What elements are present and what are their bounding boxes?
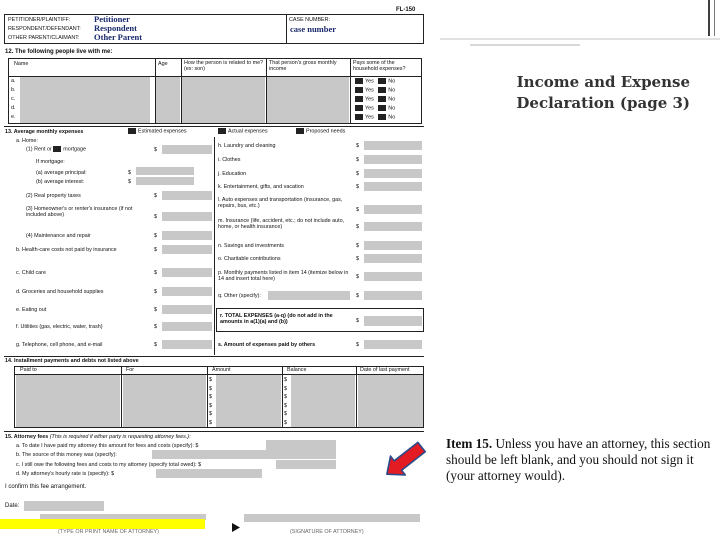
- paid-to-field[interactable]: [16, 375, 120, 427]
- item12-name-field[interactable]: [20, 77, 150, 123]
- other-field[interactable]: [364, 291, 422, 300]
- for-field[interactable]: [123, 375, 206, 427]
- checkbox-icon[interactable]: [378, 114, 386, 120]
- telephone-label: g. Telephone, cell phone, and e-mail: [16, 342, 103, 348]
- dollar-sign: $: [154, 233, 157, 239]
- dollar-sign: $: [356, 184, 359, 190]
- total-label: r. TOTAL EXPENSES (a-q) (do not add in the amounts in a(1)(a) and (b)): [220, 313, 333, 326]
- item14-col-divider: [356, 366, 357, 428]
- slide-header-rule-short: [470, 44, 580, 46]
- yes-no-row[interactable]: [355, 78, 395, 85]
- education-label: j. Education: [218, 171, 247, 177]
- col-name: Name: [14, 61, 29, 67]
- checkbox-icon[interactable]: [355, 105, 363, 111]
- hourly-rate-field[interactable]: [156, 469, 262, 478]
- slide-title-line2: Declaration (page 3): [516, 94, 690, 112]
- dollar-sign: $: [209, 385, 212, 392]
- col-relation: How the person is related to me? (ex: son): [184, 60, 264, 73]
- dollar-sign: $: [284, 377, 287, 383]
- groceries-label: d. Groceries and household supplies: [16, 289, 104, 295]
- dollar-sign: $: [209, 377, 212, 383]
- item13-divider: [214, 137, 215, 355]
- laundry-field[interactable]: [364, 141, 422, 150]
- maintenance-label: (4) Maintenance and repair: [26, 233, 91, 239]
- dollar-sign: $: [356, 342, 359, 348]
- dollar-sign: $: [356, 293, 359, 299]
- yes-label: Yes: [365, 105, 374, 112]
- fees-owed-field[interactable]: [276, 460, 336, 469]
- slide-corner-bar: [708, 0, 710, 36]
- item15-line-b: b. The source of this money was (specify):: [16, 452, 117, 458]
- checkbox-icon[interactable]: [296, 128, 304, 134]
- dollar-sign: $: [128, 170, 131, 176]
- item15-title-row: [5, 434, 191, 440]
- auto-label: l. Auto expenses and transportation (insurance, gas, repairs, bus, etc.): [218, 197, 343, 210]
- property-taxes-field[interactable]: [162, 191, 212, 200]
- proposed-option[interactable]: [296, 128, 345, 135]
- dollar-sign: $: [356, 274, 359, 280]
- item12-col-divider: [350, 58, 351, 124]
- dollar-sign: $: [209, 419, 212, 426]
- checkbox-icon[interactable]: [378, 105, 386, 111]
- attorney-signature-field[interactable]: [244, 514, 420, 522]
- yes-no-row[interactable]: [355, 105, 395, 112]
- rent-mortgage-row: [26, 146, 86, 153]
- insurance-label: m. Insurance (life, accident, etc.; do not include auto, home, or health insurance): [218, 218, 345, 231]
- child-care-label: c. Child care: [16, 270, 46, 276]
- avg-principal-label: (a) average principal:: [36, 170, 87, 176]
- no-label: No: [388, 78, 396, 85]
- dollar-sign: $: [128, 179, 131, 185]
- paid-by-others-field[interactable]: [364, 340, 422, 349]
- dollar-sign: $: [154, 214, 157, 220]
- yes-label: Yes: [365, 87, 374, 94]
- dollar-sign: $: [154, 193, 157, 199]
- checkbox-icon[interactable]: [218, 128, 226, 134]
- last-payment-field[interactable]: [358, 375, 423, 427]
- rent-label: (1) Rent or: [26, 146, 52, 153]
- no-label: No: [388, 87, 396, 94]
- education-field[interactable]: [364, 169, 422, 178]
- petitioner-value[interactable]: Petitioner: [94, 14, 130, 24]
- maintenance-field[interactable]: [162, 231, 212, 240]
- laundry-label: h. Laundry and cleaning: [218, 143, 276, 149]
- no-label: No: [388, 105, 396, 112]
- other-specify-field[interactable]: [268, 291, 350, 300]
- item14-col-divider: [282, 366, 283, 428]
- dollar-sign: $: [154, 342, 157, 348]
- col-pays: Pays some of the household expenses?: [353, 60, 406, 73]
- dollar-sign: $: [284, 402, 287, 409]
- if-mortgage-label: If mortgage:: [36, 159, 65, 165]
- rent-amount-field[interactable]: [162, 145, 212, 154]
- col-date: Date of last payment: [360, 367, 410, 373]
- clothes-field[interactable]: [364, 155, 422, 164]
- dollar-sign: $: [154, 307, 157, 313]
- auto-field[interactable]: [364, 205, 422, 214]
- dollar-sign: $: [154, 289, 157, 295]
- item14-title: 14. Installment payments and debts not listed above: [5, 358, 139, 364]
- checkbox-icon[interactable]: [378, 96, 386, 102]
- checkbox-icon[interactable]: [378, 87, 386, 93]
- col-balance: Balance: [287, 367, 307, 373]
- avg-interest-label: (b) average interest:: [36, 179, 85, 185]
- total-field[interactable]: [364, 316, 422, 326]
- dollar-sign: $: [356, 256, 359, 262]
- item15-line-c: c. I still owe the following fees and costs to my attorney (specify total owed): $: [16, 462, 202, 468]
- dollar-sign: $: [154, 247, 157, 253]
- col-paid-to: Paid to: [20, 367, 37, 373]
- item12-title: 12. The following people live with me:: [5, 49, 113, 55]
- principal-field[interactable]: [136, 167, 194, 175]
- dollar-sign: $: [154, 324, 157, 330]
- item15-note: (This is required if either party is requesting attorney fees.):: [49, 434, 191, 440]
- slide-title: [470, 72, 690, 114]
- insurance-field[interactable]: [162, 212, 212, 221]
- other-parent-label: OTHER PARENT/CLAIMANT:: [8, 35, 80, 41]
- case-number-value[interactable]: case number: [290, 24, 337, 34]
- yes-label: Yes: [365, 96, 374, 103]
- insurance-other-field[interactable]: [364, 222, 422, 231]
- item15-line-a: a. To date I have paid my attorney this amount for fees and costs (specify): $: [16, 443, 199, 449]
- item14-col-divider: [207, 366, 208, 428]
- dollar-sign: $: [284, 394, 287, 401]
- fees-paid-field[interactable]: [266, 440, 336, 450]
- yes-no-row[interactable]: [355, 87, 395, 94]
- yes-label: Yes: [365, 78, 374, 85]
- dollar-sign: $: [356, 143, 359, 149]
- slide-corner-bar-thin: [714, 0, 715, 36]
- utilities-field[interactable]: [162, 322, 212, 331]
- charitable-label: o. Charitable contributions: [218, 256, 281, 262]
- dollar-sign: $: [284, 419, 287, 426]
- dollar-sign: $: [356, 243, 359, 249]
- item12-income-field[interactable]: [267, 77, 349, 123]
- actual-option[interactable]: [218, 128, 268, 135]
- child-care-field[interactable]: [162, 268, 212, 277]
- amount-dollar-column: [209, 376, 212, 428]
- other-label: q. Other (specify):: [218, 293, 261, 299]
- checkbox-icon[interactable]: [128, 128, 136, 134]
- home-label: a. Home:: [16, 138, 38, 144]
- health-care-label: b. Health-care costs not paid by insurance: [16, 247, 117, 253]
- checkbox-icon[interactable]: [355, 87, 363, 93]
- checkbox-icon[interactable]: [53, 146, 61, 152]
- balance-field[interactable]: [291, 375, 355, 427]
- form-number: FL-150: [396, 7, 416, 13]
- yes-label: Yes: [365, 114, 374, 121]
- interest-field[interactable]: [136, 177, 194, 185]
- health-care-field[interactable]: [162, 245, 212, 254]
- dollar-sign: $: [154, 147, 157, 153]
- checkbox-icon[interactable]: [378, 78, 386, 84]
- dollar-sign: $: [284, 411, 287, 418]
- clothes-label: i. Clothes: [218, 157, 241, 163]
- groceries-field[interactable]: [162, 287, 212, 296]
- slide-note-heading: Item 15.: [446, 436, 493, 451]
- date-field[interactable]: [24, 501, 104, 511]
- col-age: Age: [158, 61, 168, 67]
- slide-note-text: Unless you have an attorney, this section should be left blank, and you should not sign it (your attorney would).: [446, 436, 711, 483]
- installments-label: p. Monthly payments listed in item 14 (itemize below in 14 and insert total here): [218, 270, 349, 283]
- entertainment-field[interactable]: [364, 182, 422, 191]
- telephone-field[interactable]: [162, 340, 212, 349]
- confirm-label: I confirm this fee arrangement.: [5, 484, 87, 490]
- amount-field[interactable]: [216, 375, 281, 427]
- no-label: No: [388, 96, 396, 103]
- fee-source-field[interactable]: [152, 450, 336, 459]
- slide-note: [446, 436, 711, 484]
- row-letter: a.: [11, 78, 16, 84]
- savings-field[interactable]: [364, 241, 422, 250]
- mortgage-label: mortgage: [63, 146, 87, 153]
- attorney-name-highlight: [0, 519, 205, 529]
- dollar-sign: $: [356, 171, 359, 177]
- entertainment-label: k. Entertainment, gifts, and vacation: [218, 184, 304, 190]
- dollar-sign: $: [209, 394, 212, 401]
- eating-out-field[interactable]: [162, 305, 212, 314]
- dollar-sign: $: [356, 157, 359, 163]
- actual-label: Actual expenses: [228, 128, 268, 135]
- row-letter: c.: [11, 96, 16, 102]
- item12-age-field[interactable]: [156, 77, 180, 123]
- row-letter: d.: [11, 105, 16, 111]
- dollar-sign: $: [356, 224, 359, 230]
- charitable-field[interactable]: [364, 254, 422, 263]
- pointer-arrow-icon: [380, 440, 430, 480]
- property-taxes-label: (2) Real property taxes: [26, 193, 81, 199]
- dollar-sign: $: [209, 402, 212, 409]
- header-divider: [286, 14, 287, 44]
- installments-field[interactable]: [364, 272, 422, 281]
- col-for: For: [126, 367, 135, 373]
- slide-title-line1: Income and Expense: [516, 73, 690, 91]
- eating-out-label: e. Eating out: [16, 307, 47, 313]
- col-amount: Amount: [212, 367, 231, 373]
- row-letter: e.: [11, 114, 16, 120]
- item12-relation-field[interactable]: [182, 77, 265, 123]
- checkbox-icon[interactable]: [355, 78, 363, 84]
- item13-title: 13. Average monthly expenses: [5, 129, 84, 135]
- petitioner-label: PETITIONER/PLAINTIFF:: [8, 17, 71, 23]
- homeowners-insurance-label: (3) Homeowner's or renter's insurance (if not included above): [26, 206, 133, 219]
- item15-line-d: d. My attorney's hourly rate is (specify): $: [16, 471, 115, 477]
- other-parent-value[interactable]: Other Parent: [94, 32, 143, 42]
- yes-no-row[interactable]: [355, 114, 395, 121]
- slide-header-rule: [440, 38, 720, 40]
- proposed-label: Proposed needs: [306, 128, 346, 135]
- dollar-sign: $: [154, 270, 157, 276]
- date-label: Date:: [5, 503, 20, 509]
- respondent-value[interactable]: Respondent: [94, 23, 137, 33]
- slide-header-band: [432, 0, 720, 40]
- yes-no-row[interactable]: [355, 96, 395, 103]
- utilities-label: f. Utilities (gas, electric, water, trash): [16, 324, 103, 330]
- section-rule: [4, 356, 424, 357]
- section-rule: [4, 126, 424, 127]
- checkbox-icon[interactable]: [355, 114, 363, 120]
- estimated-label: Estimated expenses: [138, 128, 187, 135]
- case-number-label: CASE NUMBER:: [289, 17, 331, 23]
- dollar-sign: $: [356, 207, 359, 213]
- item15-title: 15. Attorney fees: [5, 434, 49, 440]
- dollar-sign: $: [356, 318, 359, 324]
- savings-label: n. Savings and investments: [218, 243, 284, 249]
- dollar-sign: $: [209, 411, 212, 418]
- paid-by-others-label: s. Amount of expenses paid by others: [218, 342, 316, 348]
- no-label: No: [388, 114, 396, 121]
- dollar-sign: $: [284, 385, 287, 392]
- section-rule: [4, 431, 424, 432]
- attorney-signature-caption: (SIGNATURE OF ATTORNEY): [290, 529, 364, 535]
- row-letter: b.: [11, 87, 16, 93]
- respondent-label: RESPONDENT/DEFENDANT:: [8, 26, 81, 32]
- checkbox-icon[interactable]: [355, 96, 363, 102]
- item14-col-divider: [121, 366, 122, 428]
- col-income: That person's gross monthly income: [269, 60, 337, 73]
- estimated-option[interactable]: [128, 128, 187, 135]
- balance-dollar-column: [284, 376, 287, 428]
- signature-marker-icon: [232, 519, 240, 537]
- attorney-name-caption: (TYPE OR PRINT NAME OF ATTORNEY): [58, 529, 159, 535]
